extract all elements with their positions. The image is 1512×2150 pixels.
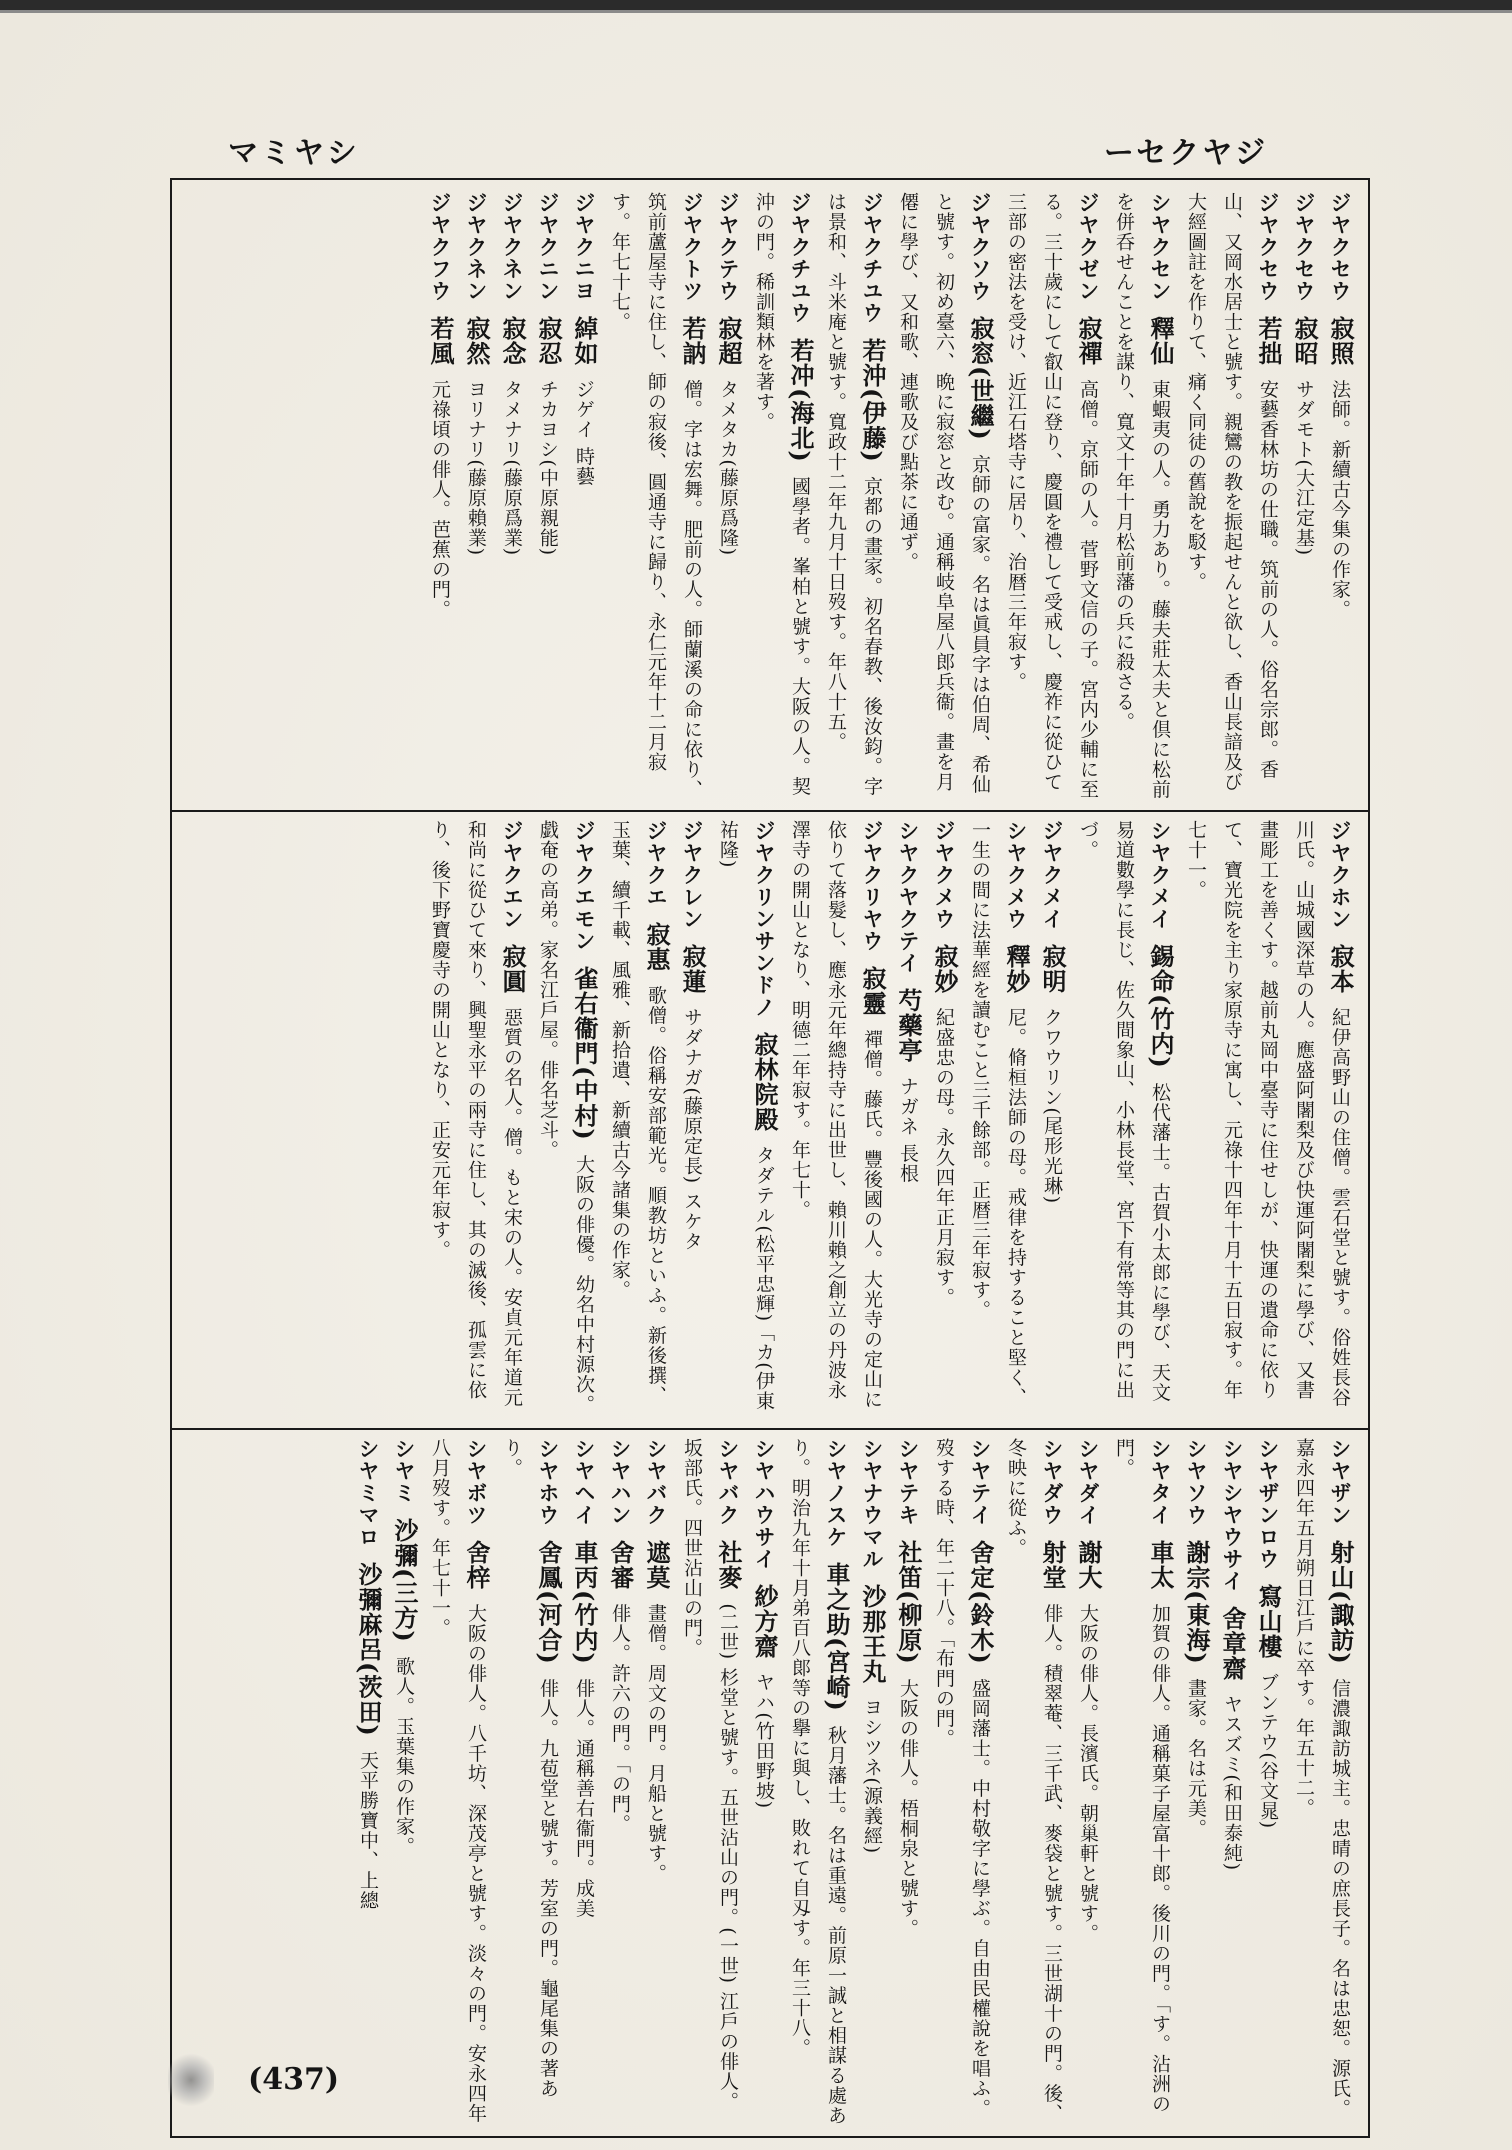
entry-reading: ジヤクメウ <box>932 820 956 930</box>
entry-description: タダテル(松平忠輝)「カ(伊東祐隆) <box>717 820 775 1411</box>
entry-name: 若冲(海北) <box>786 337 815 463</box>
entry-reading: ジヤクネン <box>464 192 488 302</box>
dictionary-entry <box>890 192 998 800</box>
dictionary-entry <box>890 820 926 1418</box>
entry-description: 歌人。玉葉集の作家。 <box>393 1656 415 1857</box>
entry-name: 芍藥亭 <box>894 987 923 1063</box>
entry-name: 若沖(伊藤) <box>858 337 887 463</box>
entry-description: サダナガ(藤原定長) スケタ <box>681 1007 703 1252</box>
dictionary-entry <box>1106 1438 1178 2128</box>
entry-name: 社笛(柳原) <box>894 1539 923 1665</box>
entry-name: 錫命(竹内) <box>1146 943 1175 1069</box>
entry-name: 車丙(竹内) <box>570 1539 599 1665</box>
entry-description: 禪僧。藤氏。豐後國の人。大光寺の定山に依りて落髮し、應永元年總持寺に出世し、賴川賴之創立の丹波永澤寺の開山となり、明德二年寂す。年七十。 <box>789 820 883 1410</box>
entry-description: タメナリ(藤原爲業) <box>501 379 523 557</box>
dictionary-entry <box>818 192 890 800</box>
dictionary-entry <box>1070 1438 1106 2128</box>
entry-description: 信濃諏訪城主。忠晴の庶長子。名は忠恕。源氏。嘉永四年五月朔日江戶に卒す。年五十二。 <box>1293 1438 1351 2119</box>
entry-reading: シヤクセン <box>1148 192 1172 302</box>
entry-reading: シヤテイ <box>968 1438 992 1526</box>
entries-section-top <box>184 192 1358 800</box>
entry-name: 若訥 <box>678 315 707 366</box>
entry-reading: シヤバク <box>716 1438 740 1526</box>
entries-section-bottom <box>184 1438 1358 2128</box>
dictionary-entry <box>1250 1438 1286 2128</box>
entry-reading: シヤクヤクテイ <box>896 820 920 974</box>
entry-name: 寂圓 <box>498 943 527 994</box>
dictionary-entry <box>710 192 746 800</box>
entry-description: 大阪の俳優。幼名中村源次。戯奄の高弟。家名江戶屋。俳名芝斗。 <box>537 820 595 1415</box>
entry-description: 大阪の俳人。八千坊、深茂亭と號す。淡々の門。安永四年八月歿す。年七十一。 <box>429 1438 487 2124</box>
entry-description: ナガネ 長根 <box>897 1076 919 1184</box>
entry-name: 舍鳳(河合) <box>534 1539 563 1665</box>
dictionary-entry <box>566 1438 602 2128</box>
entry-reading: シヤナウマル <box>860 1438 884 1570</box>
entry-name: 寂林院殿 <box>750 1031 779 1132</box>
dictionary-entry <box>998 1438 1070 2128</box>
entry-name: 若拙 <box>1254 315 1283 366</box>
entry-reading: ジヤクメイ <box>1040 820 1064 930</box>
entry-name: 綽如 <box>570 315 599 366</box>
entry-description: 高僧。京師の人。菅野文信の子。宮内少輔に至る。三十歲にして叡山に登り、慶圓を禮して受戒し、慶祚に從ひて三部の密法を受け、近江石塔寺に居り、治暦三年寂す。 <box>1005 192 1099 800</box>
dictionary-entry <box>1286 192 1322 800</box>
entry-name: 紗方齋 <box>750 1583 779 1659</box>
entry-reading: シヤダウ <box>1040 1438 1064 1526</box>
dictionary-entry <box>458 192 494 800</box>
entry-reading: ジヤクゼン <box>1076 192 1100 302</box>
entry-description: 京師の富家。名は眞員字は伯周、希仙と號す。初め臺六、晩に寂窓と改む。通稱岐阜屋八郎兵衞。畫を月僊に學び、又和歌、連歌及び點茶に通ず。 <box>897 192 991 795</box>
entry-description: 惡質の名人。僧。もと宋の人。安貞元年道元和尚に從ひて來り、興聖永平の兩寺に住し、其の滅後、孤雲に依り、後下野寶慶寺の開山となり、正安元年寂す。 <box>429 820 523 1408</box>
entry-description: サダモト(大江定基) <box>1293 379 1315 557</box>
dictionary-entry <box>1178 1438 1214 2128</box>
entry-name: 謝宗(東海) <box>1182 1539 1211 1665</box>
entry-description: 紀盛忠の母。永久四年正月寂す。 <box>933 1007 955 1308</box>
entry-reading: ジヤクトツ <box>680 192 704 302</box>
entry-name: 寂超 <box>714 315 743 366</box>
entry-reading: シヤミ <box>392 1438 416 1504</box>
entry-reading: シヤソウ <box>1184 1438 1208 1526</box>
entry-name: 沙彌(三方) <box>390 1517 419 1643</box>
dictionary-entry <box>602 192 710 800</box>
entry-description: ブンテウ(谷文晁) <box>1257 1672 1279 1830</box>
entry-description: チカヨシ(中原親能) <box>537 379 559 557</box>
entry-name: 寂昭 <box>1290 315 1319 366</box>
entry-description: 安藝香林坊の仕職。筑前の人。俗名宗郎。香山、又岡水居士と號す。親鸞の教を振起せんと欲し、香山長諳及び大經圖註を作りて、痛く同徒の舊說を駁す。 <box>1185 192 1279 792</box>
entry-reading: ジヤクリンサンドノ <box>752 820 776 1018</box>
dictionary-entry <box>746 1438 782 2128</box>
entry-description: タメタカ(藤原爲隆) <box>717 379 739 557</box>
entry-description: 畫家。名は元美。 <box>1185 1678 1207 1839</box>
dictionary-entry <box>998 192 1106 800</box>
entry-name: 寫山樓 <box>1254 1583 1283 1659</box>
dictionary-entry <box>710 820 782 1418</box>
running-head <box>228 130 1268 170</box>
dictionary-entry <box>602 1438 638 2128</box>
dictionary-entry <box>566 192 602 800</box>
entry-reading: シヤハウサイ <box>752 1438 776 1570</box>
entry-name: 寂靈 <box>858 965 887 1016</box>
entry-reading: ジヤクレン <box>680 820 704 930</box>
entry-description: 大阪の俳人。長濱氏。朝巢軒と號す。 <box>1077 1603 1099 1944</box>
entry-name: 沙彌麻呂(茨田) <box>354 1561 383 1737</box>
entry-reading: シヤテキ <box>896 1438 920 1526</box>
entry-description: ヤスズミ(和田泰純) <box>1221 1694 1243 1872</box>
entry-name: 寂照 <box>1326 315 1355 366</box>
entry-description: クワウリン(尾形光琳) <box>1041 1007 1063 1205</box>
dictionary-entry <box>782 1438 854 2128</box>
entry-reading: シヤダイ <box>1076 1438 1100 1526</box>
dictionary-entry <box>422 192 458 800</box>
entry-reading: ジヤクセウ <box>1256 192 1280 302</box>
entry-name: 射堂 <box>1038 1539 1067 1590</box>
entry-description: 紀伊高野山の住僧。雲石堂と號す。俗姓長谷川氏。山城國深草の人。應盛阿闍梨及び快運阿闍梨に學び、又書畫彫工を善くす。越前丸岡中臺寺に住せしが、快運の遺命に依りて、寶光院を主り家原寺に寓し、元祿十四年十月十五日寂す。年七十一。 <box>1185 820 1351 1408</box>
dictionary-entry <box>1178 192 1286 800</box>
entry-description: 盛岡藩士。中村敬字に學ぶ。自由民權說を唱ふ。歿する時、年二十八。「布門の門。 <box>933 1438 991 2119</box>
entry-name: 車太 <box>1146 1539 1175 1590</box>
entry-reading: ジヤクチユウ <box>860 192 884 324</box>
entry-description: 東蝦夷の人。勇力あり。藤夫莊太夫と倶に松前を併呑せんことを謀り、寬文十年十月松前藩の兵に殺さる。 <box>1113 192 1171 800</box>
entry-description: 俳人。積翠菴、三千武、麥袋と號す。三世湖十の門。後、冬映に從ふ。 <box>1005 1438 1063 2124</box>
entry-reading: シヤボツ <box>464 1438 488 1526</box>
dictionary-entry <box>422 1438 494 2128</box>
section-divider <box>172 1428 1368 1430</box>
entry-name: 寂明 <box>1038 943 1067 994</box>
dictionary-entry <box>638 1438 674 2128</box>
entry-description: 法師。新續古今集の作家。 <box>1329 379 1351 620</box>
entry-reading: ジヤクエ <box>644 820 668 908</box>
dictionary-entry <box>386 1438 422 2128</box>
entry-description: 國學者。峯柏と號す。大阪の人。契沖の門。稀訓類林を著す。 <box>753 192 811 797</box>
dictionary-entry <box>674 1438 746 2128</box>
dictionary-entry <box>746 192 818 800</box>
entry-description: 僧。字は宏舞。肥前の人。師蘭溪の命に依り、筑前蘆屋寺に住し、師の寂後、圓通寺に歸り、永仁元年十二月寂す。年七十七。 <box>609 192 703 800</box>
entry-reading: ジヤクチユウ <box>788 192 812 324</box>
dictionary-entry <box>1178 820 1358 1418</box>
entry-reading: シヤノスケ <box>824 1438 848 1548</box>
dictionary-entry <box>1322 192 1358 800</box>
entry-name: 寂忍 <box>534 315 563 366</box>
entry-name: 車之助(宮崎) <box>822 1561 851 1712</box>
entry-name: 雀右衞門(中村) <box>570 965 599 1141</box>
dictionary-entry <box>926 820 962 1418</box>
entry-description: ヨリナリ(藤原賴業) <box>465 379 487 557</box>
dictionary-entry <box>1034 820 1070 1418</box>
dictionary-entry <box>962 820 1034 1418</box>
entry-name: 釋妙 <box>1002 943 1031 994</box>
entry-description: 加賀の俳人。通稱菓子屋富十郎。後川の門。「す。沾洲の門。 <box>1113 1438 1171 2114</box>
dictionary-entry <box>1070 820 1178 1418</box>
entry-reading: ジヤクセウ <box>1292 192 1316 302</box>
entry-name: 沙那王丸 <box>858 1583 887 1684</box>
entry-name: 寂本 <box>1326 943 1355 994</box>
entry-description: ヨシツネ(源義經) <box>861 1697 883 1855</box>
entry-reading: シヤシヤウサイ <box>1220 1438 1244 1592</box>
running-head-left: シヤミマ <box>228 136 360 171</box>
entry-name: 寂妙 <box>930 943 959 994</box>
dictionary-entry <box>422 820 530 1418</box>
entry-reading: ジヤクソウ <box>968 192 992 302</box>
entry-name: 寂然 <box>462 315 491 366</box>
dictionary-entry <box>674 820 710 1418</box>
scan-top-edge <box>0 0 1512 22</box>
dictionary-entry <box>494 192 530 800</box>
entry-reading: ジヤクテウ <box>716 192 740 302</box>
dictionary-entry <box>890 1438 926 2128</box>
entry-name: 射山(諏訪) <box>1326 1539 1355 1665</box>
entry-reading: シヤザン <box>1328 1438 1352 1526</box>
entry-description: 松代藩士。古賀小太郎に學び、天文易道數學に長じ、佐久間象山、小林長堂、宮下有常等其の門に出づ。 <box>1077 820 1171 1403</box>
entry-reading: ジヤクリヤウ <box>860 820 884 952</box>
entry-reading: ジヤクニヨ <box>572 192 596 302</box>
dictionary-entry <box>350 1438 386 2128</box>
entry-reading: シヤバク <box>644 1438 668 1526</box>
entry-name: 社麥 <box>714 1539 743 1590</box>
entry-reading: ジヤクエモン <box>572 820 596 952</box>
entry-reading: シヤクメイ <box>1148 820 1172 930</box>
entry-name: 舍定(鈴木) <box>966 1539 995 1665</box>
dictionary-entry <box>1286 1438 1358 2128</box>
dictionary-entry <box>602 820 674 1418</box>
entry-name: 寂禪 <box>1074 315 1103 366</box>
entry-description: 畫僧。周文の門。月船と號す。 <box>645 1603 667 1884</box>
entry-reading: シヤミマロ <box>356 1438 380 1548</box>
entry-description: 歌僧。俗稱安部範光。順教坊といふ。新後撰、玉葉、續千載、風雅、新拾遺、新續古今諸集の作家。 <box>609 820 667 1406</box>
entry-reading: シヤクメウ <box>1004 820 1028 930</box>
entry-reading: シヤホウ <box>536 1438 560 1526</box>
entry-description: 元祿頃の俳人。芭蕉の門。 <box>429 379 451 620</box>
entry-description: 俳人。九苞堂と號す。芳室の門。龜尾集の著あり。 <box>501 1438 559 2099</box>
dictionary-entry <box>530 820 602 1418</box>
entry-reading: ジヤクフウ <box>428 192 452 302</box>
entry-description: (二世) 杉堂と號す。五世沾山の門。(一世) 江戶の俳人。坂部氏。四世沾山の門。 <box>681 1438 739 2112</box>
entry-reading: シヤハン <box>608 1438 632 1526</box>
entry-description: 俳人。許六の門。「の門。 <box>609 1603 631 1834</box>
entry-description: 秋月藩士。名は重遠。前原一誠と相謀る處あり。明治九年十月弟百八郞等の擧に與し、敗れて自刄す。年三十八。 <box>789 1438 847 2126</box>
entry-name: 釋仙 <box>1146 315 1175 366</box>
entry-name: 舍章齋 <box>1218 1605 1247 1681</box>
entry-reading: シヤヘイ <box>572 1438 596 1526</box>
entry-description: 大阪の俳人。梧桐泉と號す。 <box>897 1678 919 1939</box>
scan-smudge <box>168 2050 214 2110</box>
entry-reading: ジヤクネン <box>500 192 524 302</box>
entry-description: 天平勝寶中、上總 <box>357 1750 379 1911</box>
entry-description: ジゲイ 時藝 <box>573 379 595 487</box>
entry-name: 舍梓 <box>462 1539 491 1590</box>
entry-name: 寂窓(世繼) <box>966 315 995 441</box>
section-divider <box>172 810 1368 812</box>
entry-name: 謝大 <box>1074 1539 1103 1590</box>
entry-description: 京都の畫家。初名春教、後汝鈞。字は景和、斗米庵と號す。寬政十二年九月十日歿す。年八十五。 <box>825 192 883 797</box>
entry-name: 舍審 <box>606 1539 635 1590</box>
dictionary-entry <box>530 192 566 800</box>
running-head-right: ジヤクセー <box>1103 136 1268 171</box>
entry-name: 寂念 <box>498 315 527 366</box>
entry-frame <box>170 178 1370 2138</box>
entry-reading: ジヤクニン <box>536 192 560 302</box>
dictionary-entry <box>926 1438 998 2128</box>
dictionary-entry <box>1214 1438 1250 2128</box>
entry-reading: シヤタイ <box>1148 1438 1172 1526</box>
entry-name: 遮莫 <box>642 1539 671 1590</box>
dictionary-entry <box>782 820 890 1418</box>
entry-description: 尼。脩桓法師の母。戒律を持すること堅く、一生の間に法華經を讀むこと三千餘部。正暦三年寂す。 <box>969 820 1027 1408</box>
entry-reading: シヤザンロウ <box>1256 1438 1280 1570</box>
entry-description: 俳人。通稱善右衞門。成美 <box>573 1678 595 1919</box>
dictionary-entry <box>494 1438 566 2128</box>
entry-reading: ジヤクエン <box>500 820 524 930</box>
page-number: (437) <box>248 2062 340 2097</box>
entries-section-middle <box>184 820 1358 1418</box>
entry-name: 寂惠 <box>642 921 671 972</box>
entry-reading: ジヤクホン <box>1328 820 1352 930</box>
entry-reading: ジヤクセウ <box>1328 192 1352 302</box>
dictionary-entry <box>1106 192 1178 800</box>
dictionary-entry <box>854 1438 890 2128</box>
entry-description: ヤハ(竹田野坡) <box>753 1672 775 1810</box>
entry-name: 若風 <box>426 315 455 366</box>
entry-name: 寂蓮 <box>678 943 707 994</box>
